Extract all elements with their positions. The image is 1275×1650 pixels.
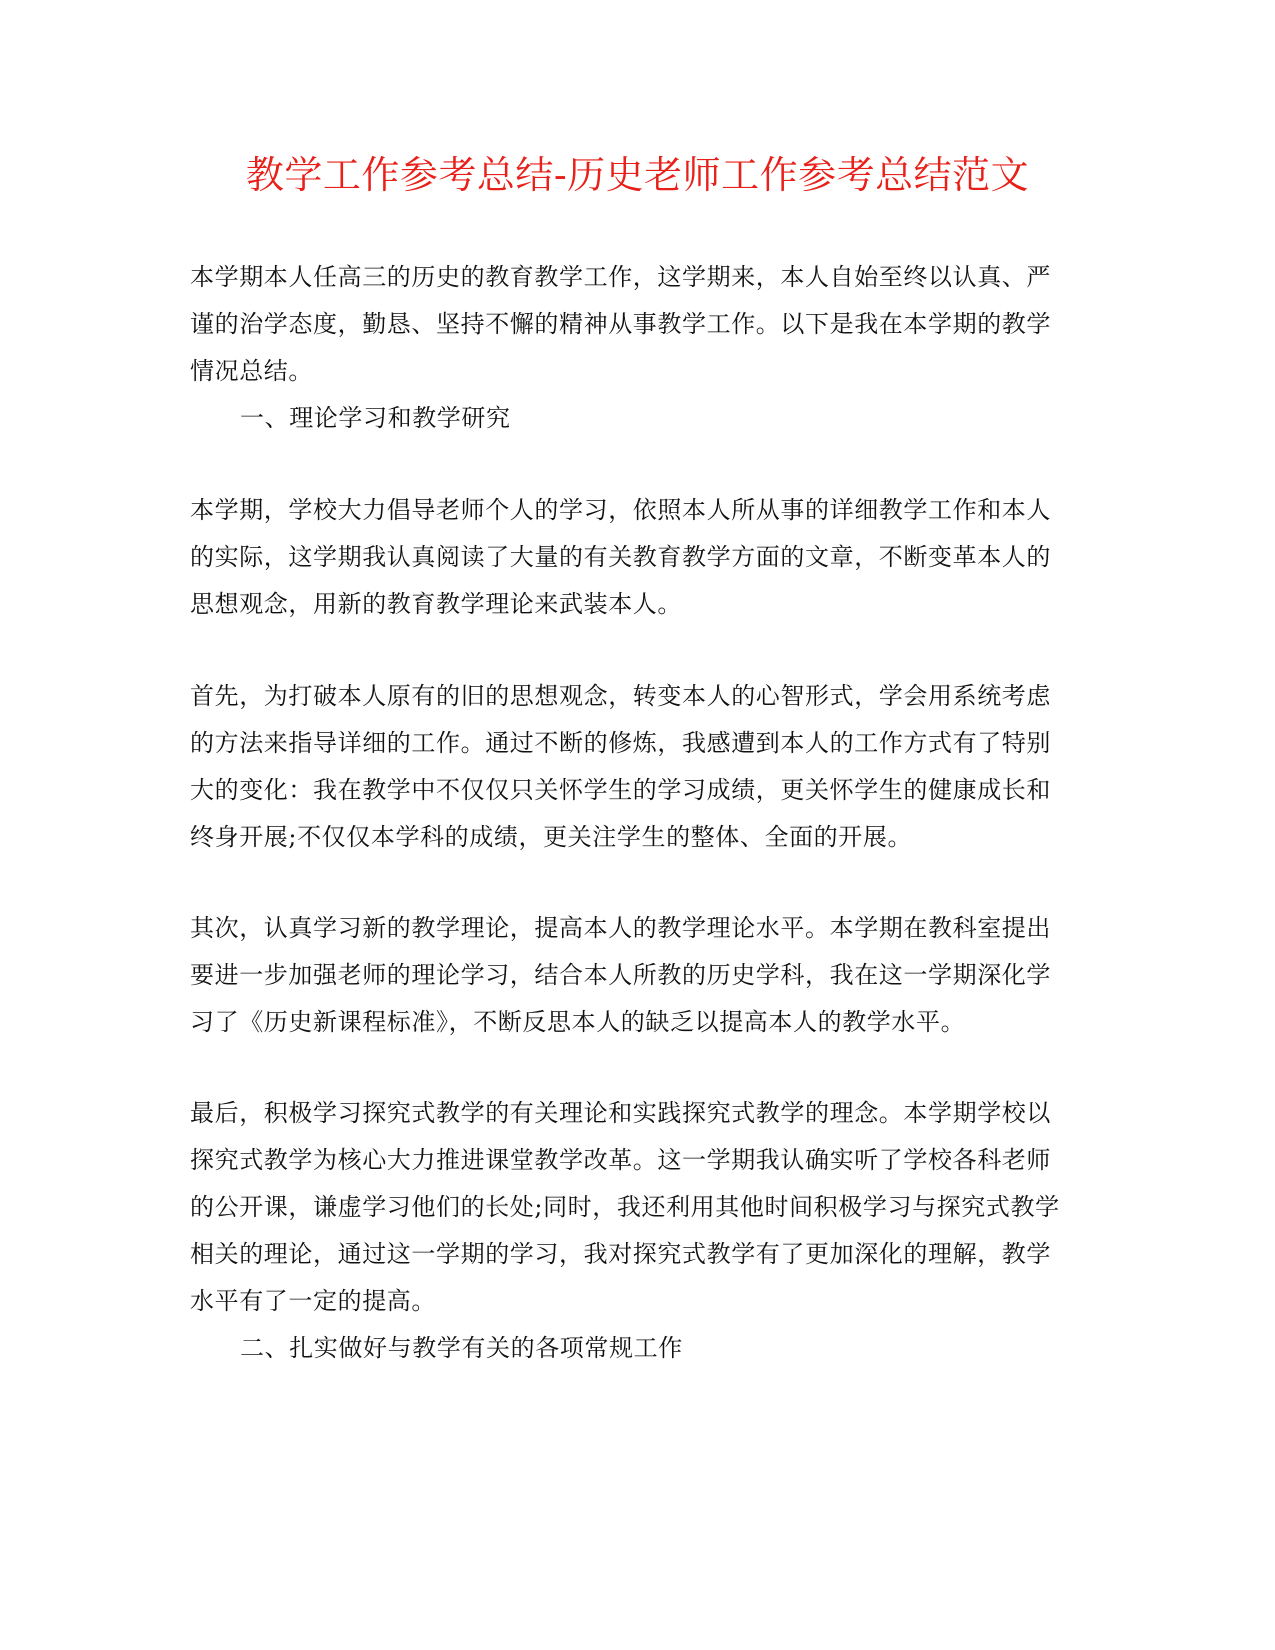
paragraph-line: 要进一步加强老师的理论学习，结合本人所教的历史学科，我在这一学期深化学	[190, 961, 1051, 989]
paragraph-line: 水平有了一定的提高。	[190, 1287, 436, 1315]
paragraph-line: 首先，为打破本人原有的旧的思想观念，转变本人的心智形式，学会用系统考虑	[190, 682, 1051, 710]
paragraph-line: 情况总结。	[190, 357, 313, 385]
paragraph-line: 相关的理论，通过这一学期的学习，我对探究式教学有了更加深化的理解，教学	[190, 1240, 1051, 1268]
paragraph-line: 其次，认真学习新的教学理论，提高本人的教学理论水平。本学期在教科室提出	[190, 914, 1051, 942]
paragraph-line: 习了《历史新课程标准》，不断反思本人的缺乏以提高本人的教学水平。	[190, 1008, 966, 1036]
paragraph-line: 大的变化：我在教学中不仅仅只关怀学生的学习成绩，更关怀学生的健康成长和	[190, 776, 1051, 804]
paragraph-line: 本学期本人任高三的历史的教育教学工作，这学期来，本人自始至终以认真、严	[190, 263, 1051, 291]
paragraph-line: 谨的治学态度，勤恳、坚持不懈的精神从事教学工作。以下是我在本学期的教学	[190, 310, 1051, 338]
paragraph-line: 的公开课，谦虚学习他们的长处;同时，我还利用其他时间积极学习与探究式教学	[190, 1193, 1060, 1221]
section-heading: 一、理论学习和教学研究	[240, 404, 511, 432]
section-heading: 二、扎实做好与教学有关的各项常规工作	[240, 1334, 683, 1362]
paragraph-line: 的方法来指导详细的工作。通过不断的修炼，我感遭到本人的工作方式有了特别	[190, 729, 1051, 757]
document-title: 教学工作参考总结-历史老师工作参考总结范文	[245, 153, 1030, 197]
paragraph-line: 终身开展;不仅仅本学科的成绩，更关注学生的整体、全面的开展。	[190, 823, 913, 851]
paragraph-line: 思想观念，用新的教育教学理论来武装本人。	[190, 590, 682, 618]
paragraph-line: 本学期，学校大力倡导老师个人的学习，依照本人所从事的详细教学工作和本人	[190, 496, 1051, 524]
paragraph-line: 探究式教学为核心大力推进课堂教学改革。这一学期我认确实听了学校各科老师	[190, 1146, 1051, 1174]
paragraph-line: 的实际，这学期我认真阅读了大量的有关教育教学方面的文章，不断变革本人的	[190, 543, 1051, 571]
paragraph-line: 最后，积极学习探究式教学的有关理论和实践探究式教学的理念。本学期学校以	[190, 1099, 1051, 1127]
